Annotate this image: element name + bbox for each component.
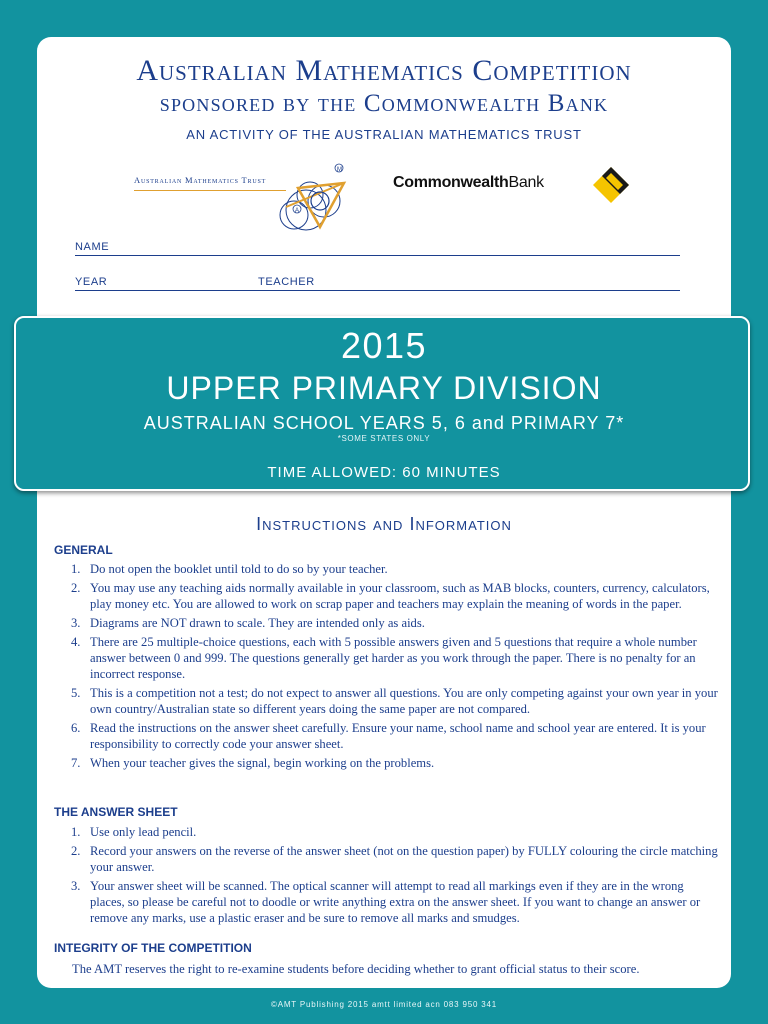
teacher-label: TEACHER [258,276,315,288]
list-item-text: Use only lead pencil. [90,825,197,839]
amt-logo-letter-m: M [337,167,342,173]
general-list [54,561,719,774]
integrity-heading: INTEGRITY OF THE COMPETITION [54,941,252,955]
list-item [54,755,719,771]
name-label: NAME [75,241,110,253]
general-heading: GENERAL [54,543,113,557]
commonwealth-bank-logo [393,165,633,207]
list-item-text: Diagrams are NOT drawn to scale. They are intended only as aids. [90,616,425,630]
list-item-number: 7. [71,756,81,770]
list-item [54,824,719,840]
integrity-text: The AMT reserves the right to re-examine students before deciding whether to grant official status to their score. [72,962,640,976]
list-item-text: This is a competition not a test; do not expect to answer all questions. You are only competing against your own year in your own country/Australian state so different years doing the same paper are not compared. [90,686,718,716]
list-item-number: 1. [71,825,81,839]
amt-logo-mark-icon [134,163,364,243]
division-title: UPPER PRIMARY DIVISION [166,370,602,406]
time-allowed: TIME ALLOWED: 60 MINUTES [267,464,501,481]
cba-diamond-icon [589,165,633,209]
cba-logo-text [393,174,544,192]
school-years: AUSTRALIAN SCHOOL YEARS 5, 6 and PRIMARY 7* [143,413,625,433]
list-item-number: 3. [71,879,81,893]
list-item-text: Record your answers on the reverse of the answer sheet (not on the question paper) by FULLY colouring the circle matching your answer. [90,844,718,874]
states-note: *SOME STATES ONLY [337,434,431,443]
year-label: YEAR [75,276,108,288]
list-item-number: 2. [71,581,81,595]
list-item [54,878,719,926]
cba-logo-regular: Bank [508,174,544,191]
answer-sheet-heading: THE ANSWER SHEET [54,805,178,819]
list-item [54,720,719,752]
sponsor-line: sponsored by the Commonwealth Bank [159,90,609,117]
list-item [54,561,719,577]
list-item-number: 6. [71,721,81,735]
copyright-footer: ©AMT Publishing 2015 amtt limited acn 083 950 341 [271,1000,497,1009]
amt-logo [134,163,364,243]
list-item-text: Read the instructions on the answer sheet carefully. Ensure your name, school name and school year are entered. It is your responsibility to correctly code your answer sheet. [90,721,706,751]
list-item-text: There are 25 multiple-choice questions, each with 5 possible answers given and 5 questions that require a whole number answer between 0 and 999. The questions generally get harder as you work through the paper. There is no penalty for an incorrect response. [90,635,697,681]
list-item-number: 5. [71,686,81,700]
list-item-text: When your teacher gives the signal, begin working on the problems. [90,756,435,770]
cba-logo-bold: Commonwealth [393,174,509,191]
list-item [54,685,719,717]
competition-year: 2015 [340,325,428,366]
answer-sheet-list [54,824,719,929]
list-item-number: 1. [71,562,81,576]
year-teacher-field[interactable] [75,290,680,291]
list-item-number: 4. [71,635,81,649]
amt-logo-text: Australian Mathematics Trust [134,175,267,185]
competition-title: Australian Mathematics Competition [136,54,632,87]
list-item-number: 3. [71,616,81,630]
list-item-text: Your answer sheet will be scanned. The optical scanner will attempt to read all markings even if they are in the wrong places, so please be careful not to doodle or write anything extra on the answer sheet. If you want to change an answer or remove any marks, use a plastic eraser and be sure to remove all marks and smudges. [90,879,701,925]
amt-logo-letter-a: A [295,208,300,214]
list-item-text: Do not open the booklet until told to do so by your teacher. [90,562,388,576]
activity-line: AN ACTIVITY OF THE AUSTRALIAN MATHEMATICS TRUST [186,127,582,142]
list-item [54,843,719,875]
list-item [54,615,719,631]
list-item-number: 2. [71,844,81,858]
list-item [54,634,719,682]
name-field[interactable] [75,255,680,256]
list-item-text: You may use any teaching aids normally available in your classroom, such as MAB blocks, counters, currency, calculators, play money etc. You are allowed to work on scrap paper and teachers may explain the meaning of words in the paper. [90,581,710,611]
instructions-heading: Instructions and Information [256,514,512,534]
list-item [54,580,719,612]
